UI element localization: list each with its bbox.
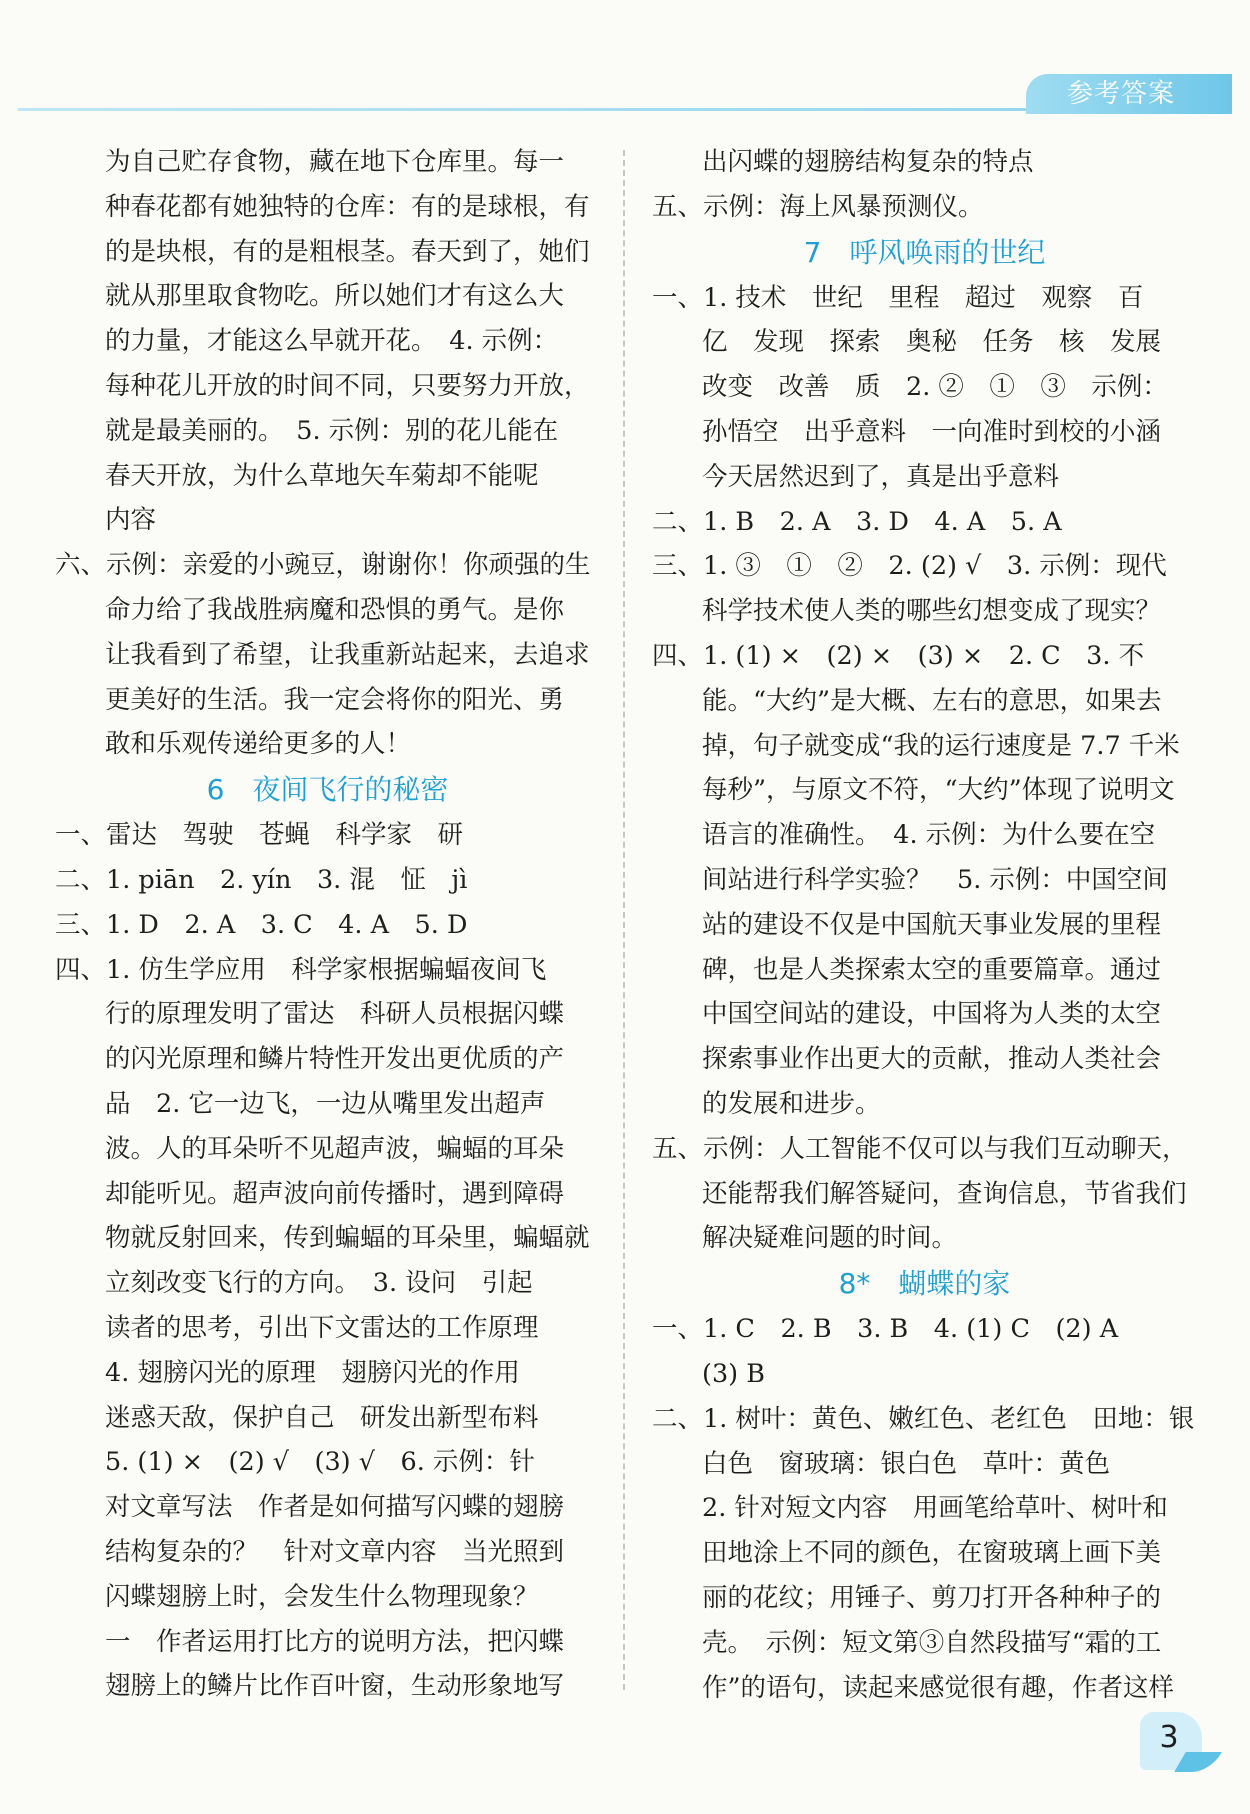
- answer-line: 的闪光原理和鳞片特性开发出更优质的产: [105, 1044, 565, 1075]
- answer-line: 每秒”，与原文不符，“大约”体现了说明文: [702, 775, 1175, 806]
- answer-line: 的发展和进步。: [702, 1088, 881, 1119]
- section-title: 6 夜间飞行的秘密: [206, 773, 449, 807]
- column-divider: [623, 150, 625, 1690]
- header-title: 参考答案: [1066, 79, 1175, 109]
- answer-line: 掉，句子就变成“我的运行速度是 7.7 千米: [702, 730, 1180, 761]
- page-number: 3: [1159, 1720, 1179, 1755]
- answer-line: 解决疑难问题的时间。: [702, 1223, 958, 1254]
- answer-line: 二、1. piān 2. yín 3. 混 怔 jì: [55, 864, 468, 895]
- answer-line: 结构复杂的？ 针对文章内容 当光照到: [105, 1536, 565, 1567]
- answer-line: 孙悟空 出乎意料 一向准时到校的小涵: [702, 416, 1162, 447]
- answer-line: 就从那里取食物吃。所以她们才有这么大: [105, 281, 565, 312]
- answer-line: 能。“大约”是大概、左右的意思，如果去: [702, 685, 1162, 716]
- answer-line: 更美好的生活。我一定会将你的阳光、勇: [105, 684, 565, 715]
- answer-line: 间站进行科学实验？ 5. 示例：中国空间: [702, 864, 1168, 895]
- answer-line: 碑，也是人类探索太空的重要篇章。通过: [702, 954, 1162, 985]
- answer-line: 丽的花纹；用锤子、剪刀打开各种种子的: [702, 1582, 1162, 1613]
- answer-line: 六、示例：亲爱的小豌豆，谢谢你！你顽强的生: [55, 550, 591, 581]
- answer-line: 一 作者运用打比方的说明方法，把闪蝶: [105, 1626, 565, 1657]
- answer-line: 的是块根，有的是粗根茎。春天到了，她们: [105, 236, 590, 267]
- answer-line: 敢和乐观传递给更多的人！: [105, 729, 412, 760]
- answer-line: 一、1. 技术 世纪 里程 超过 观察 百: [652, 282, 1144, 313]
- answer-line: 田地涂上不同的颜色，在窗玻璃上画下美: [702, 1538, 1162, 1569]
- answer-line: 今天居然迟到了，真是出乎意料: [702, 461, 1060, 492]
- answer-line: 翅膀上的鳞片比作百叶窗，生动形象地写: [105, 1671, 565, 1702]
- answer-line: 一、雷达 驾驶 苍蝇 科学家 研: [55, 820, 464, 851]
- answer-line: 改变 改善 质 2. ② ① ③ 示例：: [702, 372, 1168, 403]
- answer-line: 让我看到了希望，让我重新站起来，去追求: [105, 639, 590, 670]
- answer-line: 三、1. ③ ① ② 2. (2) √ 3. 示例：现代: [652, 551, 1167, 582]
- answer-line: 却能听见。超声波向前传播时，遇到障碍: [105, 1178, 565, 1209]
- answer-line: 二、1. B 2. A 3. D 4. A 5. A: [652, 506, 1062, 537]
- answer-line: 的力量，才能这么早就开花。 4. 示例：: [105, 326, 559, 357]
- answer-line: 2. 针对短文内容 用画笔给草叶、树叶和: [702, 1493, 1168, 1524]
- answer-line: 二、1. 树叶：黄色、嫩红色、老红色 田地：银: [652, 1403, 1195, 1434]
- answer-line: 读者的思考，引出下文雷达的工作原理: [105, 1312, 539, 1343]
- answer-line: 白色 窗玻璃：银白色 草叶：黄色: [702, 1448, 1111, 1479]
- answer-line: 还能帮我们解答疑问，查询信息，节省我们: [702, 1178, 1187, 1209]
- answer-line: 内容: [105, 505, 157, 536]
- section-title: 7 呼风唤雨的世纪: [803, 235, 1046, 269]
- answer-line: 亿 发现 探索 奥秘 任务 核 发展: [702, 327, 1162, 358]
- answer-line: 行的原理发明了雷达 科研人员根据闪蝶: [105, 999, 565, 1030]
- answer-line: 科学技术使人类的哪些幻想变成了现实？: [702, 596, 1162, 627]
- answer-line: 五、示例：人工智能不仅可以与我们互动聊天，: [652, 1133, 1188, 1164]
- answer-line: 每种花儿开放的时间不同，只要努力开放，: [105, 370, 590, 401]
- answer-line: 五、示例：海上风暴预测仪。: [652, 191, 984, 222]
- answer-line: 闪蝶翅膀上时，会发生什么物理现象？: [105, 1581, 539, 1612]
- answer-line: 品 2. 它一边飞，一边从嘴里发出超声: [105, 1088, 546, 1119]
- answer-line: 4. 翅膀闪光的原理 翅膀闪光的作用: [105, 1357, 520, 1388]
- section-title: 8* 蝴蝶的家: [838, 1267, 1011, 1301]
- answer-line: 命力给了我战胜病魔和恐惧的勇气。是你: [105, 594, 565, 625]
- answer-line: 对文章写法 作者是如何描写闪蝶的翅膀: [105, 1492, 565, 1523]
- answer-line: 春天开放，为什么草地矢车菊却不能呢: [105, 460, 539, 491]
- answer-line: 5. (1) × (2) √ (3) √ 6. 示例：针: [105, 1447, 535, 1478]
- answer-line: 三、1. D 2. A 3. C 4. A 5. D: [55, 909, 468, 940]
- answer-line: (3) B: [702, 1358, 765, 1389]
- answer-line: 出闪蝶的翅膀结构复杂的特点: [702, 147, 1034, 177]
- answer-line: 语言的准确性。 4. 示例：为什么要在空: [702, 820, 1156, 851]
- left-column: [55, 140, 600, 1709]
- answer-line: 一、1. C 2. B 3. B 4. (1) C (2) A: [652, 1314, 1119, 1345]
- answer-line: 四、1. (1) × (2) × (3) × 2. C 3. 不: [652, 640, 1145, 671]
- answer-line: 物就反射回来，传到蝙蝠的耳朵里，蝙蝠就: [105, 1223, 590, 1254]
- right-column: [652, 140, 1197, 1710]
- answer-line: 种春花都有她独特的仓库：有的是球根，有: [105, 191, 590, 222]
- answer-line: 站的建设不仅是中国航天事业发展的里程: [702, 909, 1162, 940]
- answer-line: 迷惑天敌，保护自己 研发出新型布料: [105, 1402, 539, 1433]
- answer-line: 波。人的耳朵听不见超声波，蝙蝠的耳朵: [105, 1133, 565, 1164]
- answer-line: 为自己贮存食物，藏在地下仓库里。每一: [105, 147, 565, 177]
- answer-line: 中国空间站的建设，中国将为人类的太空: [702, 999, 1162, 1030]
- answer-line: 四、1. 仿生学应用 科学家根据蝙蝠夜间飞: [55, 954, 547, 985]
- answer-line: 探索事业作出更大的贡献，推动人类社会: [702, 1044, 1162, 1075]
- answer-line: 壳。 示例：短文第③自然段描写“霜的工: [702, 1627, 1162, 1658]
- answer-line: 立刻改变飞行的方向。 3. 设问 引起: [105, 1268, 533, 1299]
- answer-line: 作”的语句，读起来感觉很有趣，作者这样: [702, 1672, 1175, 1703]
- answer-line: 就是最美丽的。 5. 示例：别的花儿能在: [105, 415, 559, 446]
